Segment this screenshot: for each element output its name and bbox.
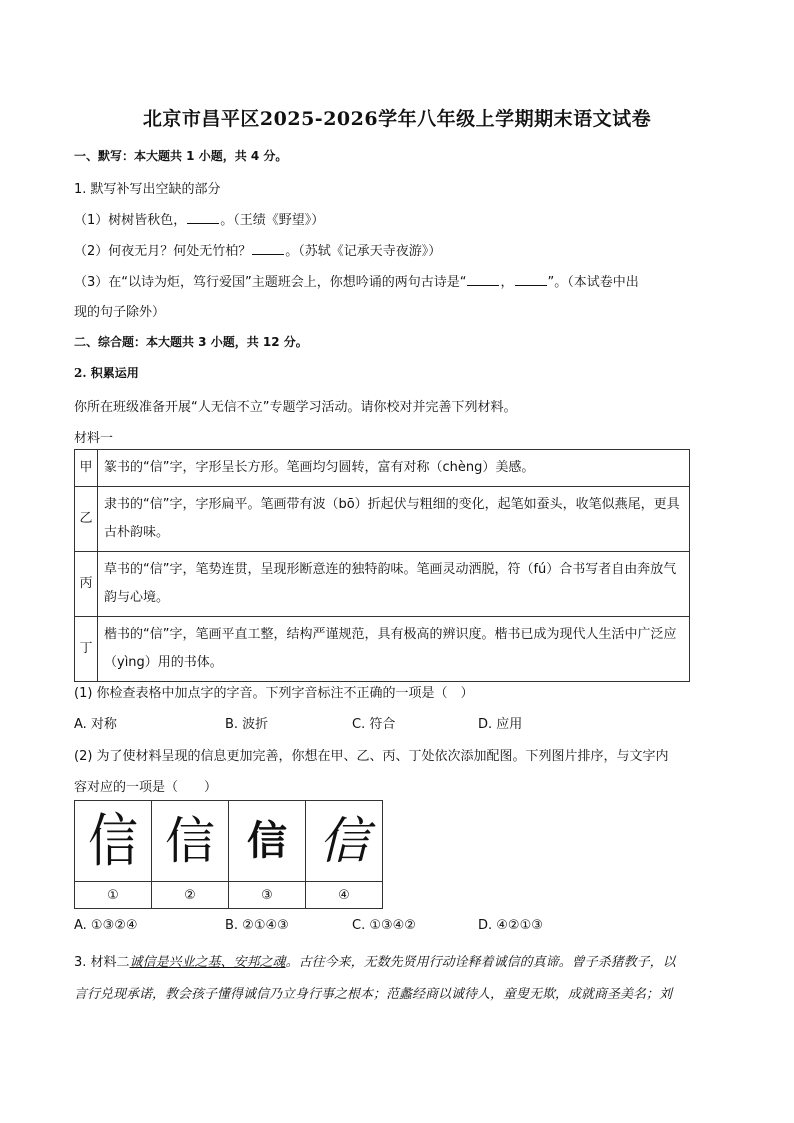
q1-part1	[74, 209, 324, 228]
q1-heading: 1. 默写补写出空缺的部分	[74, 182, 221, 197]
picture-2	[152, 801, 229, 882]
table-row	[75, 450, 690, 487]
q2-heading: 2. 积累运用	[74, 366, 139, 380]
cursive-script-xin-glyph: 信	[319, 812, 369, 870]
q1-part3-continued: 现的句子除外）	[74, 305, 166, 320]
row-text: 隶书的“信”字，字形扁平。笔画带有波（bō）折起伏与粗细的变化，起笔如蚕头，收笔似燕尾，更具古朴韵味。	[98, 487, 690, 552]
answer-blank[interactable]	[467, 273, 499, 286]
page-title: 北京市昌平区2025-2026学年八年级上学期期末语文试卷	[142, 108, 652, 130]
q2-intro: 你所在班级准备开展“人无信不立”专题学习活动。请你校对并完善下列材料。	[74, 400, 517, 415]
row-key: 乙	[75, 487, 98, 552]
option-d[interactable]: D. 应用	[478, 717, 523, 732]
row-key: 甲	[75, 450, 98, 487]
q3-label: 3. 材料二	[74, 955, 130, 970]
q2-sub2-question: (2) 为了使材料呈现的信息更加完善，你想在甲、乙、丙、丁处依次添加配图。下列图片排序，与文字内	[74, 749, 669, 764]
row-text: 篆书的“信”字，字形呈长方形。笔画均匀圆转，富有对称（chèng）美感。	[98, 450, 690, 487]
section-2-heading: 二、综合题：本大题共 3 小题，共 12 分。	[74, 335, 308, 349]
picture-3	[229, 801, 306, 882]
q1-part3-suffix: ”。（本试卷中出	[547, 275, 639, 290]
option-c[interactable]: C. 符合	[352, 717, 396, 732]
option-a[interactable]: A. ①③②④	[74, 918, 138, 933]
material-table	[74, 449, 690, 682]
q2-sub2-question-continued: 容对应的一项是（ ）	[74, 780, 218, 795]
seal-script-xin-glyph: 信	[88, 807, 138, 875]
option-b[interactable]: B. 波折	[225, 717, 269, 732]
material-1-label: 材料一	[74, 431, 114, 446]
q1-part3-comma: ，	[500, 275, 514, 290]
picture-4	[306, 801, 383, 882]
calligraphy-picture-table	[74, 800, 383, 909]
row-text: 草书的“信”字，笔势连贯，呈现形断意连的独特韵味。笔画灵动洒脱，符（fú）合书写者自由奔放气韵与心境。	[98, 552, 690, 617]
picture-1	[75, 801, 152, 882]
answer-blank[interactable]	[252, 242, 284, 255]
row-text: 楷书的“信”字，笔画平直工整，结构严谨规范，具有极高的辨识度。楷书已成为现代人生活中广泛应（yìng）用的书体。	[98, 617, 690, 682]
table-row	[75, 487, 690, 552]
q3-line-2: 言行兑现承诺，教会孩子懂得诚信乃立身行事之根本；范蠡经商以诚待人，童叟无欺，成就商圣美名；刘	[74, 987, 673, 1002]
q1-part3	[74, 271, 639, 290]
q1-part2-prefix: （2）何夜无月？何处无竹柏？	[74, 244, 252, 259]
section-1-heading: 一、默写：本大题共 1 小题，共 4 分。	[74, 149, 288, 163]
q1-part1-suffix: 。（王绩《野望》）	[220, 213, 325, 228]
q1-part2-suffix: 。（苏轼《记承天寺夜游》）	[285, 244, 442, 259]
q3-line-1-text: 。古往今来，无数先贤用行动诠释着诚信的真谛。曾子杀猪教子，以	[285, 955, 676, 970]
picture-number: ①	[75, 882, 152, 909]
regular-script-xin-glyph: 信	[165, 812, 215, 870]
option-b[interactable]: B. ②①④③	[225, 918, 289, 933]
picture-number: ②	[152, 882, 229, 909]
table-row	[75, 617, 690, 682]
answer-blank[interactable]	[515, 273, 547, 286]
row-key: 丙	[75, 552, 98, 617]
picture-number: ③	[229, 882, 306, 909]
q3-line-1	[74, 951, 676, 970]
clerical-script-xin-glyph: 信	[247, 818, 287, 864]
option-d[interactable]: D. ④②①③	[478, 918, 543, 933]
q2-sub1-question: (1) 你检查表格中加点字的字音。下列字音标注不正确的一项是（ ）	[74, 686, 474, 701]
row-key: 丁	[75, 617, 98, 682]
q1-part3-prefix: （3）在“以诗为炬，笃行爱国”主题班会上，你想吟诵的两句古诗是“	[74, 275, 467, 290]
option-a[interactable]: A. 对称	[74, 717, 117, 732]
answer-blank[interactable]	[187, 211, 219, 224]
q3-underlined-phrase: 诚信是兴业之基、安邦之魂	[129, 955, 286, 970]
q1-part2	[74, 240, 441, 259]
picture-number: ④	[306, 882, 383, 909]
q1-part1-prefix: （1）树树皆秋色，	[74, 213, 187, 228]
option-c[interactable]: C. ①③④②	[352, 918, 416, 933]
table-row	[75, 552, 690, 617]
